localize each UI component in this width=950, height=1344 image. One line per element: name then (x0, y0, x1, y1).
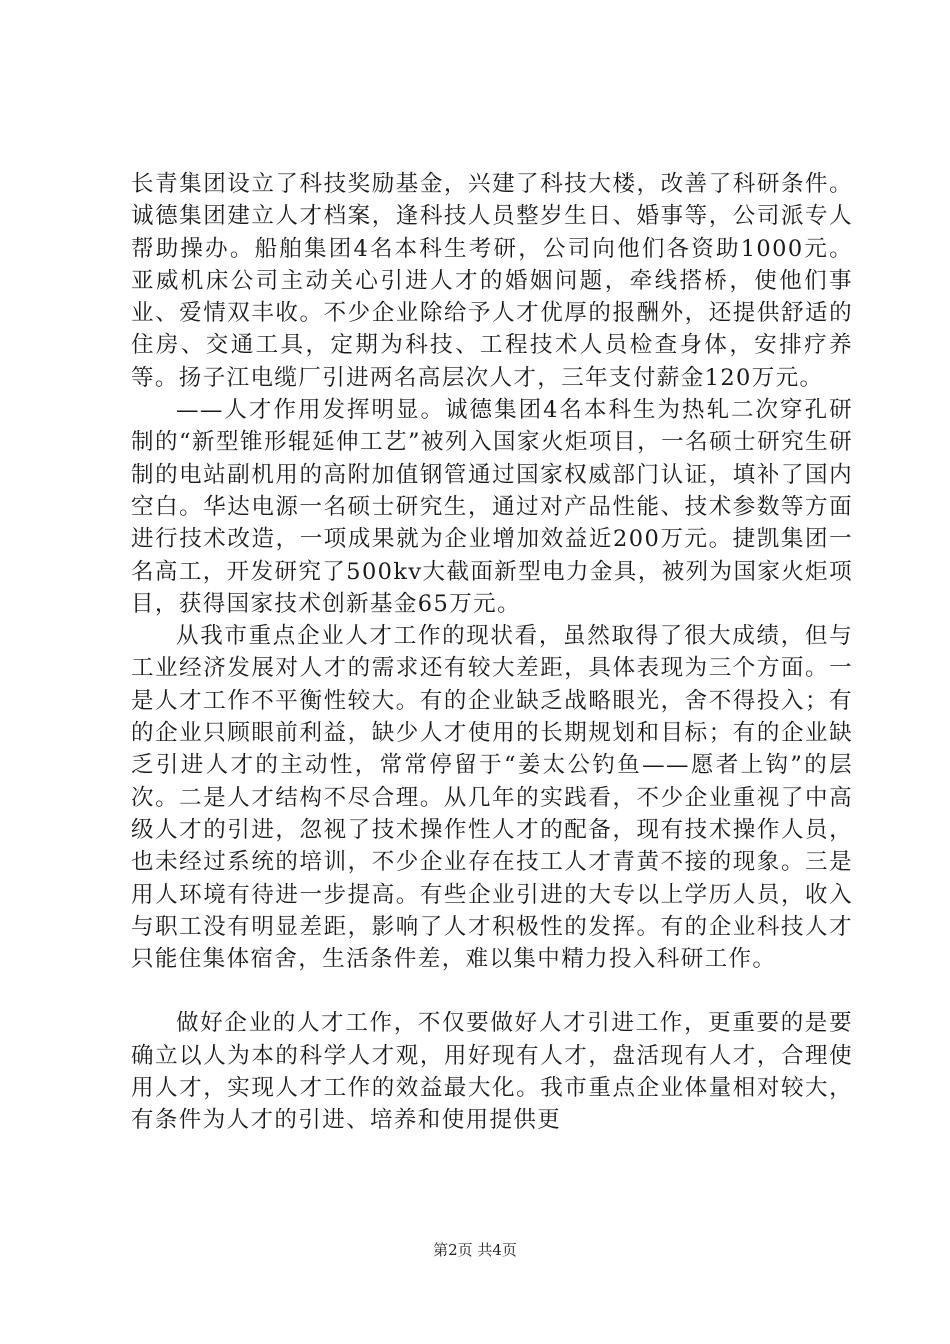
document-body (131, 168, 853, 1137)
page-number-footer: 第2页 共4页 (433, 1241, 517, 1259)
paragraph-3: 从我市重点企业人才工作的现状看，虽然取得了很大成绩，但与工业经济发展对人才的需求还有较大差距，具体表现为三个方面。一是人才工作不平衡性较大。有的企业缺乏战略眼光，舍不得投入；有的企业只顾眼前利益，缺少人才使用的长期规划和目标；有的企业缺乏引进人才的主动性，常常停留于“姜太公钓鱼——愿者上钩”的层次。二是人才结构不尽合理。从几年的实践看，不少企业重视了中高级人才的引进，忽视了技术操作性人才的配备，现有技术操作人员，也未经过系统的培训，不少企业存在技工人才青黄不接的现象。三是用人环境有待进一步提高。有些企业引进的大专以上学历人员，收入与职工没有明显差距，影响了人才积极性的发挥。有的企业科技人才只能住集体宿舍，生活条件差，难以集中精力投入科研工作。 (131, 623, 853, 973)
paragraph-1: 长青集团设立了科技奖励基金，兴建了科技大楼，改善了科研条件。诚德集团建立人才档案，逢科技人员整岁生日、婚事等，公司派专人帮助操办。船舶集团4名本科生考研，公司向他们各资助1000元。亚威机床公司主动关心引进人才的婚姻问题，牵线搭桥，使他们事业、爱情双丰收。不少企业除给予人才优厚的报酬外，还提供舒适的住房、交通工具，定期为科技、工程技术人员检查身体，安排疗养等。扬子江电缆厂引进两名高层次人才，三年支付薪金120万元。 (131, 171, 853, 391)
paragraph-4: 做好企业的人才工作，不仅要做好人才引进工作，更重要的是要确立以人为本的科学人才观，用好现有人才，盘活现有人才，合理使用人才，实现人才工作的效益最大化。我市重点企业体量相对较大，有条件为人才的引进、培养和使用提供更 (131, 1010, 853, 1134)
paragraph-2: ——人才作用发挥明显。诚德集团4名本科生为热轧二次穿孔研制的“新型锥形辊延伸工艺”被列入国家火炬项目，一名硕士研究生研制的电站副机用的高附加值钢管通过国家权威部门认证，填补了国内空白。华达电源一名硕士研究生，通过对产品性能、技术参数等方面进行技术改造，一项成果就为企业增加效益近200万元。捷凯集团一名高工，开发研究了500kv大截面新型电力金具，被列为国家火炬项目，获得国家技术创新基金65万元。 (131, 397, 853, 617)
